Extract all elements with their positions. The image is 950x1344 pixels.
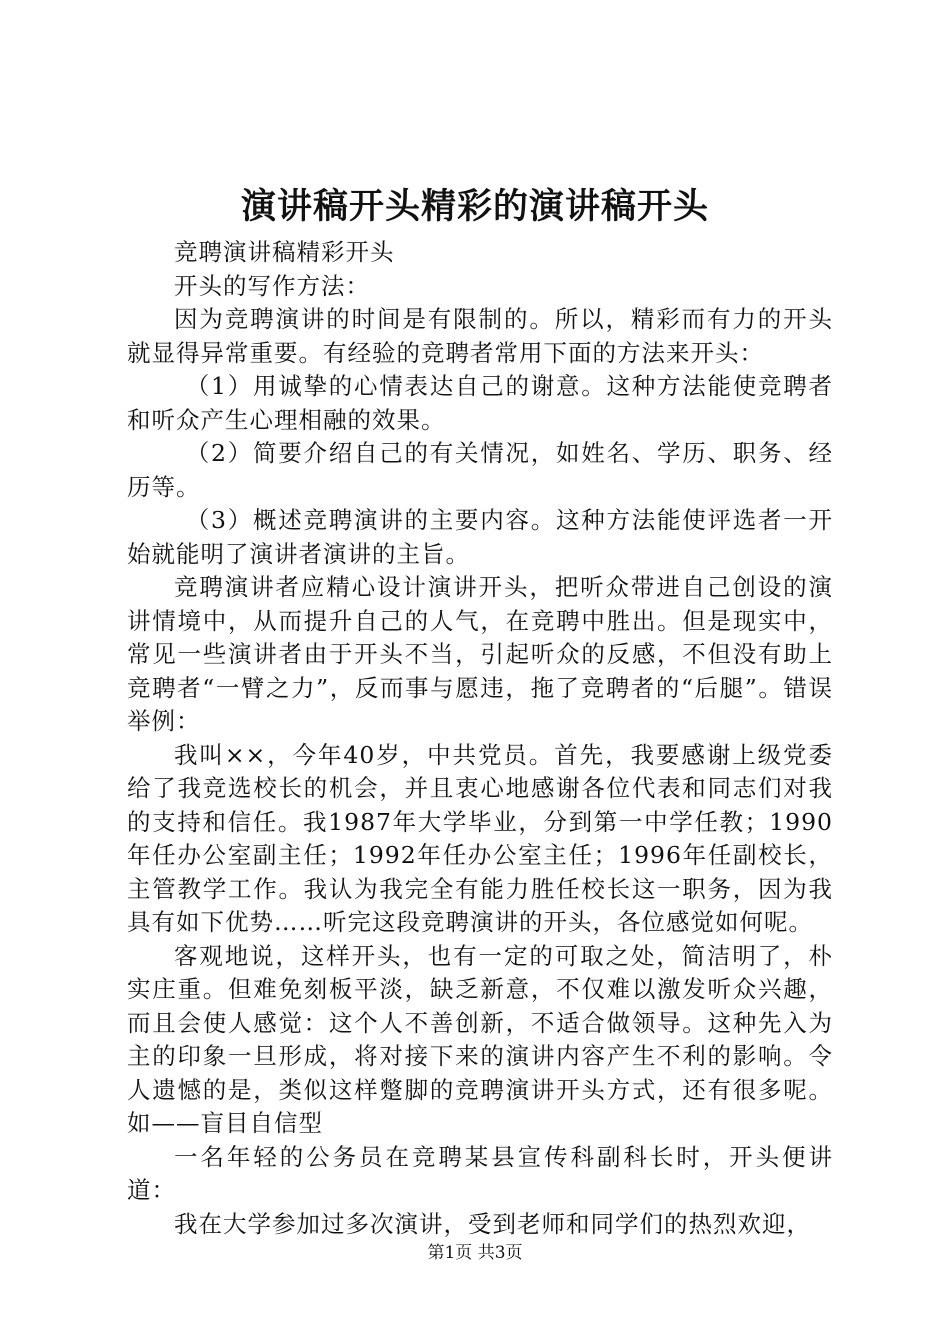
paragraph: （1）用诚挚的心情表达自己的谢意。这种方法能使竞聘者和听众产生心理相融的效果。 (127, 372, 833, 434)
paragraph: （3）概述竞聘演讲的主要内容。这种方法能使评选者一开始就能明了演讲者演讲的主旨。 (127, 506, 833, 568)
paragraph: 我在大学参加过多次演讲，受到老师和同学们的热烈欢迎， (174, 1209, 811, 1238)
paragraph: （2）简要介绍自己的有关情况，如姓名、学历、职务、经历等。 (127, 439, 833, 501)
document-title: 演讲稿开头精彩的演讲稿开头 (240, 187, 709, 227)
paragraph: 一名年轻的公务员在竞聘某县宣传科副科长时，开头便讲道： (127, 1142, 833, 1204)
paragraph: 客观地说，这样开头，也有一定的可取之处，简洁明了，朴实庄重。但难免刻板平淡，缺乏新意，不仅难以激发听众兴趣，而且会使人感觉：这个人不善创新，不适合做领导。这种先入为主的印象一旦形成，将对接下来的演讲内容产生不利的影响。令人遗憾的是，类似这样蹩脚的竞聘演讲开头方式，还有很多呢。如——盲目自信型 (127, 941, 833, 1137)
paragraph: 竞聘演讲者应精心设计演讲开头，把听众带进自己创设的演讲情境中，从而提升自己的人气，在竞聘中胜出。但是现实中，常见一些演讲者由于开头不当，引起听众的反感，不但没有助上竞聘者“一臂之力”，反而事与愿违，拖了竞聘者的“后腿”。错误举例： (127, 573, 833, 735)
paragraph: 因为竞聘演讲的时间是有限制的。所以，精彩而有力的开头就显得异常重要。有经验的竞聘者常用下面的方法来开头： (127, 305, 833, 367)
document-body (127, 236, 833, 1241)
page-footer: 第1页 共3页 (427, 1243, 523, 1263)
paragraph: 开头的写作方法： (174, 271, 370, 300)
paragraph: 我叫××，今年40岁，中共党员。首先，我要感谢上级党委给了我竞选校长的机会，并且衷心地感谢各位代表和同志们对我的支持和信任。我1987年大学毕业，分到第一中学任教；1990年任办公室副主任；1992年任办公室主任；1996年任副校长，主管教学工作。我认为我完全有能力胜任校长这一职务，因为我具有如下优势……听完这段竞聘演讲的开头，各位感觉如何呢。 (127, 740, 833, 936)
paragraph: 竞聘演讲稿精彩开头 (174, 238, 395, 266)
